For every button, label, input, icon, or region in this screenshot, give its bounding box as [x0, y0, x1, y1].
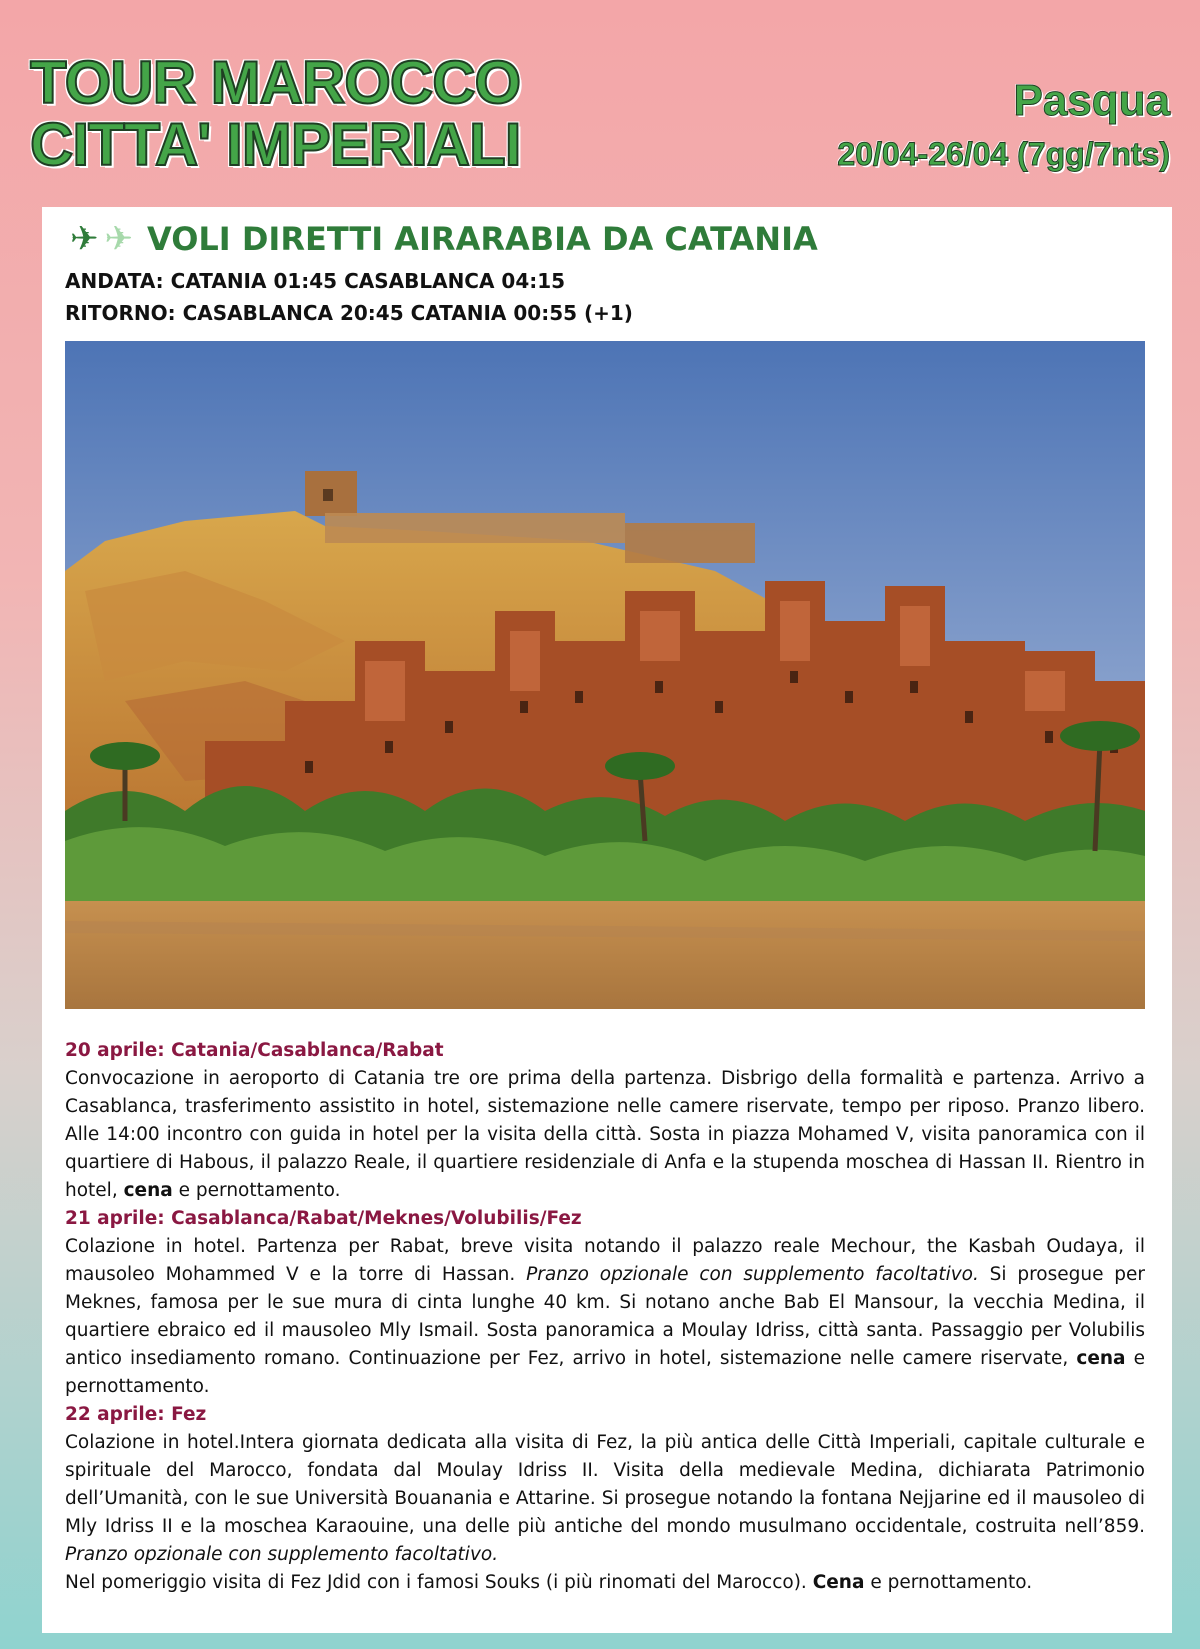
- optional-lunch-note: Pranzo opzionale con supplemento facoltativo.: [65, 1544, 499, 1565]
- day-2: [65, 1205, 1145, 1401]
- day-heading: 20 aprile: Catania/Casablanca/Rabat: [65, 1040, 444, 1061]
- title-line-1: TOUR MAROCCO: [30, 49, 521, 116]
- airplane-icon: ✈: [70, 219, 99, 259]
- kasbah-photo: [65, 341, 1145, 1009]
- day-description: Convocazione in aeroporto di Catania tre ore prima della partenza. Disbrigo della formalità e partenza. Arrivo a Casablanca, trasferimento assistito in hotel, sistemazione nelle camere riservate, tempo per riposo. Pranzo libero. Alle 14:00 incontro con guida in hotel per la visita della città. Sosta in piazza Mohamed V, visita panoramica con il quartiere di Habous, il palazzo Reale, il quartiere residenziale di Anfa e la stupenda moschea di Hassan II. Rientro in hotel, cena e pernottamento.: [65, 1068, 1145, 1201]
- day-description: Colazione in hotel.Intera giornata dedicata alla visita di Fez, la più antica delle Città Imperiali, capitale culturale e spirituale del Marocco, fondata dal Moulay Idriss II. Visita della medievale Medina, dichiarata Patrimonio dell’Umanità, con le sue Università Bouanania e Attarine. Si prosegue notando la fontana Nejjarine ed il mausoleo di Mly Idriss II e la moschea Karaouine, una delle più antiche del mondo musulmano occidentale, costruita nell’859. Pranzo opzionale con supplemento facoltativo. Nel pomeriggio visita di Fez Jdid con i famosi Souks (i più rinomati del Marocco). Cena e pernottamento.: [65, 1432, 1145, 1593]
- day-heading: 21 aprile: Casablanca/Rabat/Meknes/Volubilis/Fez: [65, 1208, 582, 1229]
- title-line-2: CITTA' IMPERIALI: [30, 111, 521, 178]
- return-flight: RITORNO: CASABLANCA 20:45 CATANIA 00:55 (+1): [65, 301, 633, 325]
- day-3: [65, 1401, 1145, 1597]
- content-card: [42, 207, 1172, 1633]
- flights-heading: [70, 219, 818, 259]
- day-1: [65, 1037, 1145, 1205]
- date-range: 20/04-26/04 (7gg/7nts): [837, 136, 1170, 172]
- meal-highlight: cena: [1076, 1348, 1126, 1369]
- tour-title: [30, 49, 521, 178]
- day-description: Colazione in hotel. Partenza per Rabat, breve visita notando il palazzo reale Mechour, the Kasbah Oudaya, il mausoleo Mohammed V e la torre di Hassan. Pranzo opzionale con supplemento facoltativo. Si prosegue per Meknes, famosa per le sue mura di cinta lunghe 40 km. Si notano anche Bab El Mansour, la vecchia Medina, il quartiere ebraico ed il mausoleo Mly Ismail. Sosta panoramica a Moulay Idriss, città santa. Passaggio per Volubilis antico insediamento romano. Continuazione per Fez, arrivo in hotel, sistemazione nelle camere riservate, cena e pernottamento.: [65, 1236, 1146, 1397]
- optional-lunch-note: Pranzo opzionale con supplemento facoltativo.: [526, 1264, 979, 1285]
- season-label: Pasqua: [1013, 76, 1170, 125]
- airplane-icon: ✈: [104, 219, 133, 259]
- date-block: [837, 76, 1170, 176]
- meal-highlight: Cena: [812, 1572, 865, 1593]
- day-heading: 22 aprile: Fez: [65, 1404, 207, 1425]
- itinerary: [65, 1037, 1145, 1597]
- outbound-flight: ANDATA: CATANIA 01:45 CASABLANCA 04:15: [65, 269, 566, 293]
- flights-title: VOLI DIRETTI AIRARABIA DA CATANIA: [147, 220, 818, 258]
- meal-highlight: cena: [123, 1180, 173, 1201]
